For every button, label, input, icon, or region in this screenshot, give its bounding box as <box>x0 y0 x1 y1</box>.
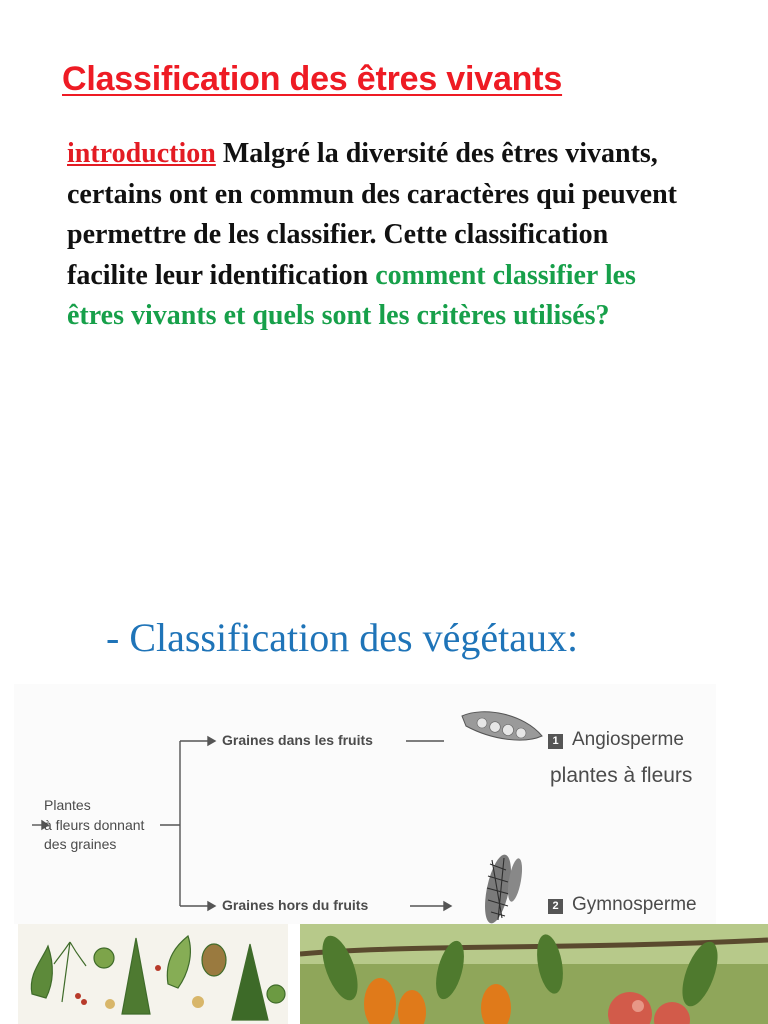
fruit-tree-photo <box>300 924 768 1024</box>
branch-label-fruits: Graines dans les fruits <box>222 732 373 748</box>
intro-lead: introduction <box>67 138 216 169</box>
root-line-3: des graines <box>44 836 117 852</box>
branch-label-outside-fruits: Graines hors du fruits <box>222 897 369 913</box>
intro-text: Malgré la diversité des êtres vivants, certains ont en commun des caractères qui peuvent permettre de les classifier. Cette classification facilite leur identification <box>67 138 677 291</box>
pine-cone-icon <box>480 852 525 924</box>
result-gymnosperme: Gymnosperme <box>572 894 697 915</box>
intro-paragraph <box>67 134 687 337</box>
root-line-2: à fleurs donnant <box>44 816 145 833</box>
plant-specimens-icon <box>18 924 288 1024</box>
number-badge-2: 2 <box>548 899 563 914</box>
number-badge-1: 1 <box>548 734 563 749</box>
result-angiosperme: Angiosperme <box>572 729 684 750</box>
result-angiosperme-subtitle: plantes à fleurs <box>550 764 693 787</box>
pea-pod-icon <box>462 712 542 740</box>
classification-diagram <box>14 684 716 924</box>
plants-illustration <box>18 924 288 1024</box>
root-line-1: Plantes <box>44 797 91 813</box>
diagram-root-label <box>44 796 144 855</box>
fruit-branch-icon <box>300 924 768 1024</box>
section-heading: - Classification des végétaux: <box>106 615 579 660</box>
slide-title: Classification des êtres vivants <box>62 60 563 98</box>
intro-question: comment classifier les êtres vivants et quels sont les critères utilisés? <box>67 259 636 331</box>
